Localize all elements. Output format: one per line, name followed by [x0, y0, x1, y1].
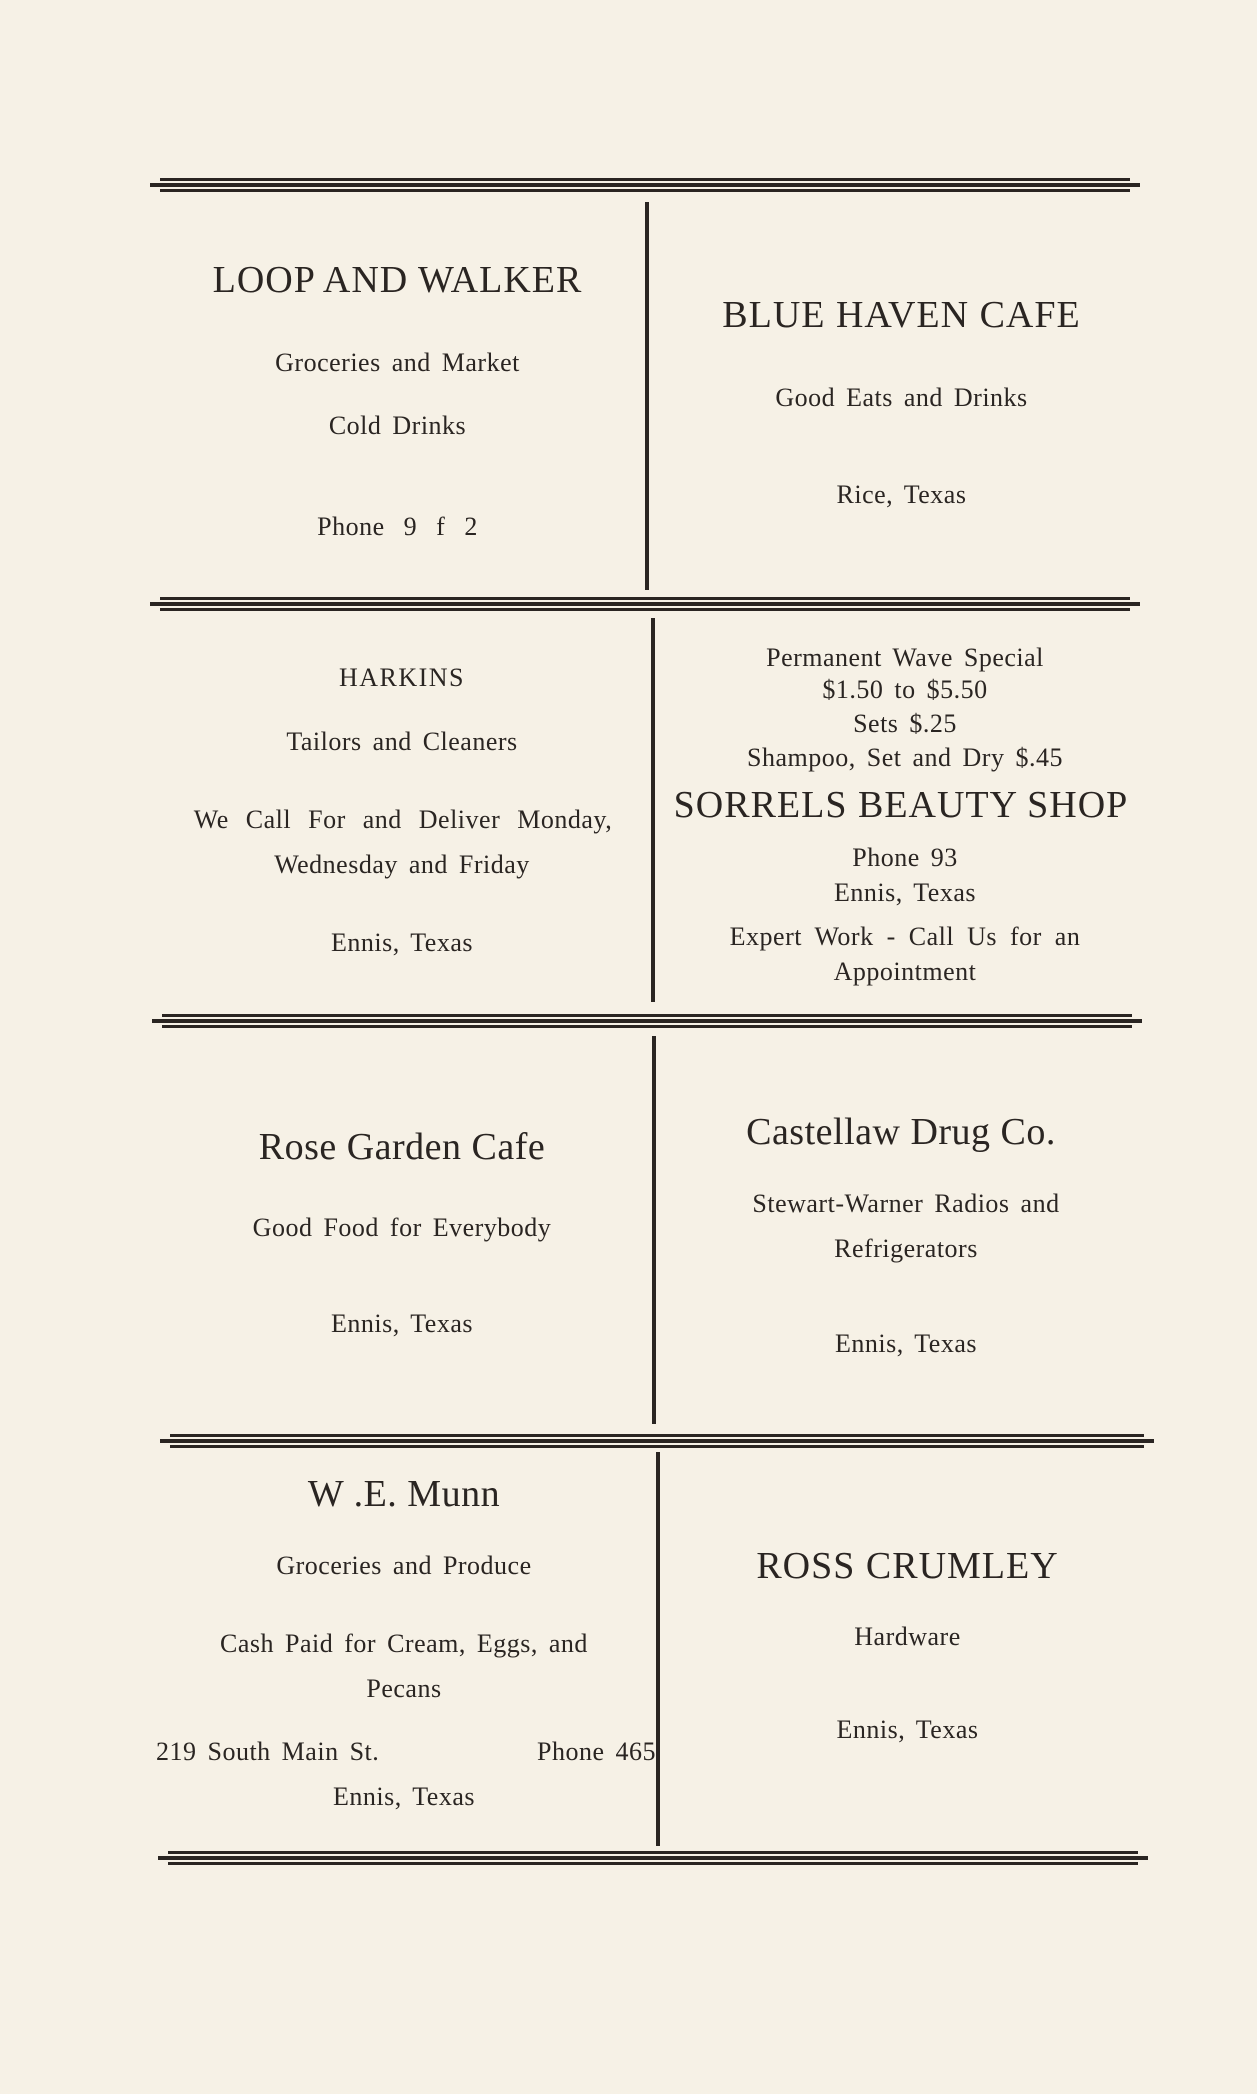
- rule-top: [150, 178, 1140, 192]
- business-description: Cold Drinks: [328, 411, 467, 440]
- business-name: W .E. Munn: [307, 1473, 501, 1515]
- business-location: Ennis, Texas: [330, 928, 474, 957]
- special-price: $1.50 to $5.50: [822, 675, 988, 704]
- ad-blue-haven-cafe: [649, 200, 1154, 590]
- business-name: HARKINS: [338, 663, 466, 692]
- business-tagline: Expert Work - Call Us for an: [729, 922, 1081, 951]
- ad-sorrels-beauty-shop: [655, 615, 1155, 1005]
- ad-loop-and-walker: [150, 200, 645, 590]
- business-description: Stewart-Warner Radios and: [752, 1189, 1060, 1218]
- special-offer: Permanent Wave Special: [766, 643, 1044, 672]
- business-name: Castellaw Drug Co.: [746, 1111, 1056, 1153]
- business-tagline: Appointment: [833, 957, 977, 986]
- business-phone: Phone 465: [537, 1737, 656, 1766]
- business-description: Refrigerators: [834, 1234, 978, 1263]
- business-service: Wednesday and Friday: [274, 850, 530, 879]
- business-name: LOOP AND WALKER: [212, 259, 583, 301]
- address-phone-line: [152, 1737, 656, 1767]
- ad-harkins: [152, 615, 652, 1005]
- rule-row-3-4: [160, 1434, 1154, 1448]
- ad-castellaw-drug-co: [656, 1034, 1156, 1424]
- business-location: Ennis, Texas: [836, 1715, 979, 1744]
- rule-bottom: [158, 1851, 1148, 1865]
- business-name: BLUE HAVEN CAFE: [722, 294, 1081, 336]
- ad-rose-garden-cafe: [152, 1034, 652, 1424]
- business-description: Good Eats and Drinks: [775, 383, 1028, 412]
- business-phone: Phone 9 f 2: [317, 512, 478, 541]
- business-description: Good Food for Everybody: [252, 1213, 552, 1242]
- business-service: We Call For and Deliver Monday,: [193, 805, 613, 834]
- business-address: 219 South Main St.: [156, 1737, 380, 1766]
- business-phone: Phone 93: [852, 843, 958, 872]
- business-location: Ennis, Texas: [332, 1782, 476, 1811]
- rule-row-1-2: [150, 597, 1140, 611]
- business-description: Hardware: [854, 1622, 961, 1651]
- ad-we-munn: [152, 1452, 656, 1846]
- business-name: ROSS CRUMLEY: [756, 1545, 1059, 1587]
- business-name: SORRELS BEAUTY SHOP: [673, 784, 1129, 826]
- business-service: Pecans: [366, 1674, 442, 1703]
- business-name: Rose Garden Cafe: [258, 1126, 546, 1168]
- business-location: Rice, Texas: [836, 480, 967, 509]
- ad-ross-crumley: [660, 1452, 1155, 1846]
- special-price: Shampoo, Set and Dry $.45: [747, 743, 1063, 772]
- business-service: Cash Paid for Cream, Eggs, and: [220, 1629, 588, 1658]
- special-price: Sets $.25: [853, 709, 957, 738]
- business-description: Groceries and Market: [275, 348, 520, 377]
- business-location: Ennis, Texas: [833, 878, 977, 907]
- rule-row-2-3: [152, 1014, 1142, 1028]
- business-location: Ennis, Texas: [834, 1329, 978, 1358]
- business-description: Tailors and Cleaners: [286, 727, 518, 756]
- business-location: Ennis, Texas: [330, 1309, 474, 1338]
- business-description: Groceries and Produce: [276, 1551, 532, 1580]
